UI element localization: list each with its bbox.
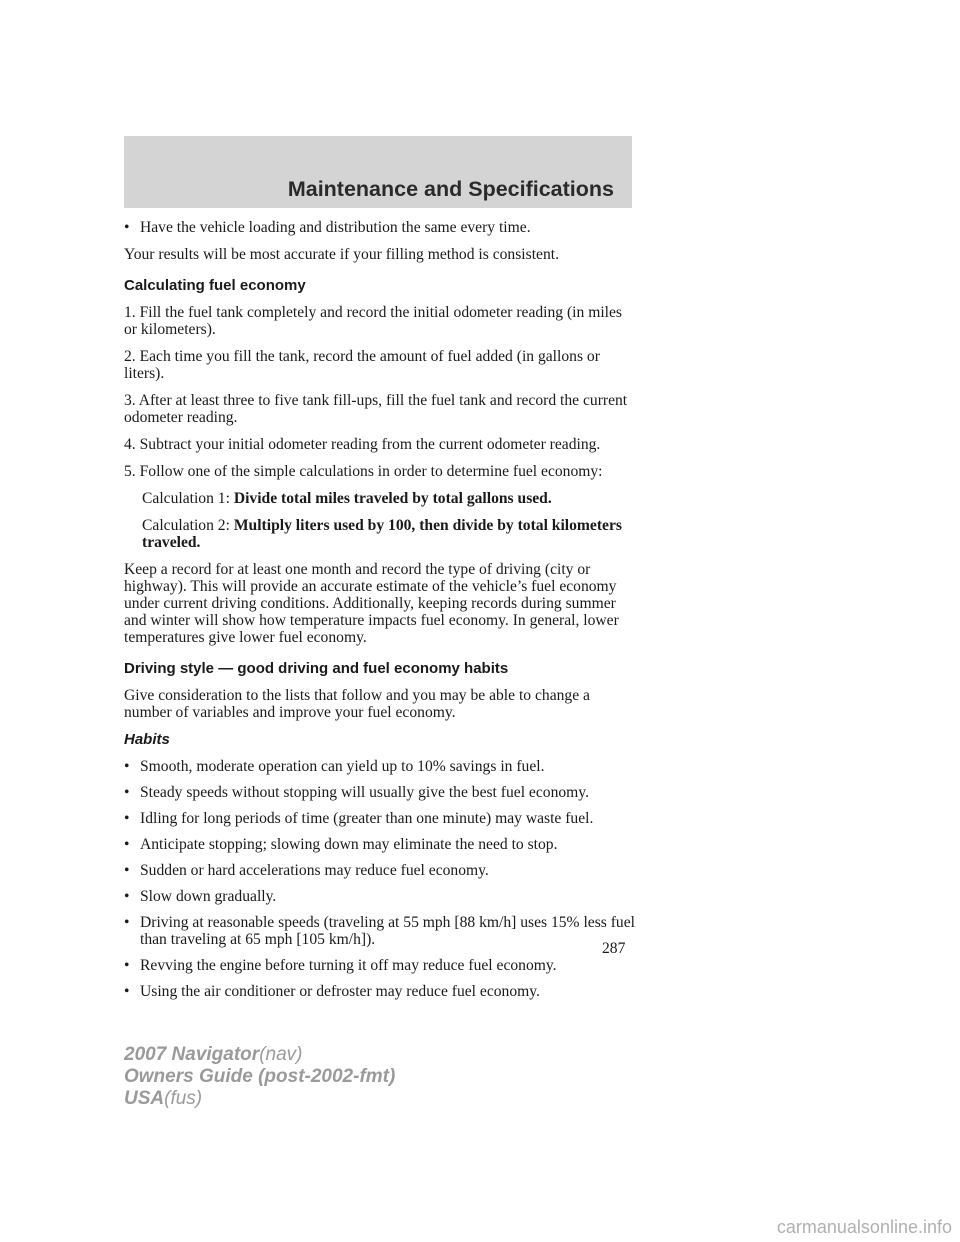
bullet-icon: • <box>124 219 130 236</box>
list-item: • Sudden or hard accelerations may reduce fuel economy. <box>124 862 489 879</box>
bullet-icon: • <box>124 983 130 1000</box>
step-1: 1. Fill the fuel tank completely and record the initial odometer reading (in miles or kilometers). <box>124 304 622 338</box>
calculation-1: Calculation 1: Divide total miles traveled by total gallons used. <box>142 490 552 507</box>
step-5: 5. Follow one of the simple calculations in order to determine fuel economy: <box>124 463 603 480</box>
bullet-icon: • <box>124 836 130 853</box>
bullet-icon: • <box>124 784 130 801</box>
footer-info <box>124 1044 395 1110</box>
bullet-icon: • <box>124 758 130 775</box>
driving-intro: Give consideration to the lists that follow and you may be able to change a number of variables and improve your fuel economy. <box>124 687 590 721</box>
bullet-icon: • <box>124 862 130 879</box>
step-2: 2. Each time you fill the tank, record the amount of fuel added (in gallons or liters). <box>124 348 600 382</box>
watermark-link[interactable]: carmanualsonline.info <box>776 1217 952 1237</box>
heading-driving-style: Driving style — good driving and fuel economy habits <box>124 660 509 677</box>
section-title: Maintenance and Specifications <box>287 177 614 201</box>
record-paragraph: Keep a record for at least one month and record the type of driving (city or highway). This will provide an accurate estimate of the vehicle’s fuel economy under current driving conditions. Additionally, keeping records during summer and winter will show how temperature impacts fuel economy. In general, lower temperatures give lower fuel economy. <box>124 561 619 646</box>
footer-line-3: USA(fus) <box>124 1088 203 1109</box>
list-item: • Smooth, moderate operation can yield up to 10% savings in fuel. <box>124 758 545 775</box>
list-item: • Driving at reasonable speeds (traveling at 55 mph [88 km/h] uses 15% less fuel than traveling at 65 mph [105 km/h]). <box>124 914 635 948</box>
heading-habits: Habits <box>124 731 170 748</box>
bullet-icon: • <box>124 888 130 905</box>
list-item: • Have the vehicle loading and distribution the same every time. <box>124 219 531 236</box>
page-content <box>124 219 636 1000</box>
step-3: 3. After at least three to five tank fill-ups, fill the fuel tank and record the current odometer reading. <box>124 392 628 426</box>
footer-line-1: 2007 Navigator(nav) <box>124 1044 303 1065</box>
list-item: • Using the air conditioner or defroster may reduce fuel economy. <box>124 983 540 1000</box>
list-item: • Revving the engine before turning it off may reduce fuel economy. <box>124 957 557 974</box>
footer-line-2: Owners Guide (post-2002-fmt) <box>124 1066 396 1087</box>
bullet-icon: • <box>124 914 130 931</box>
list-item: • Steady speeds without stopping will usually give the best fuel economy. <box>124 784 589 801</box>
page-number: 287 <box>602 940 626 957</box>
calculation-2: Calculation 2: Multiply liters used by 100, then divide by total kilometers traveled. <box>142 517 622 551</box>
list-item: • Slow down gradually. <box>124 888 277 905</box>
section-header-band <box>124 136 632 208</box>
bullet-icon: • <box>124 810 130 827</box>
list-item: • Idling for long periods of time (greater than one minute) may waste fuel. <box>124 810 594 827</box>
step-4: 4. Subtract your initial odometer reading from the current odometer reading. <box>124 436 601 453</box>
list-item: • Anticipate stopping; slowing down may eliminate the need to stop. <box>124 836 558 853</box>
heading-calculating: Calculating fuel economy <box>124 277 306 294</box>
paragraph: Your results will be most accurate if your filling method is consistent. <box>124 246 559 263</box>
bullet-icon: • <box>124 957 130 974</box>
